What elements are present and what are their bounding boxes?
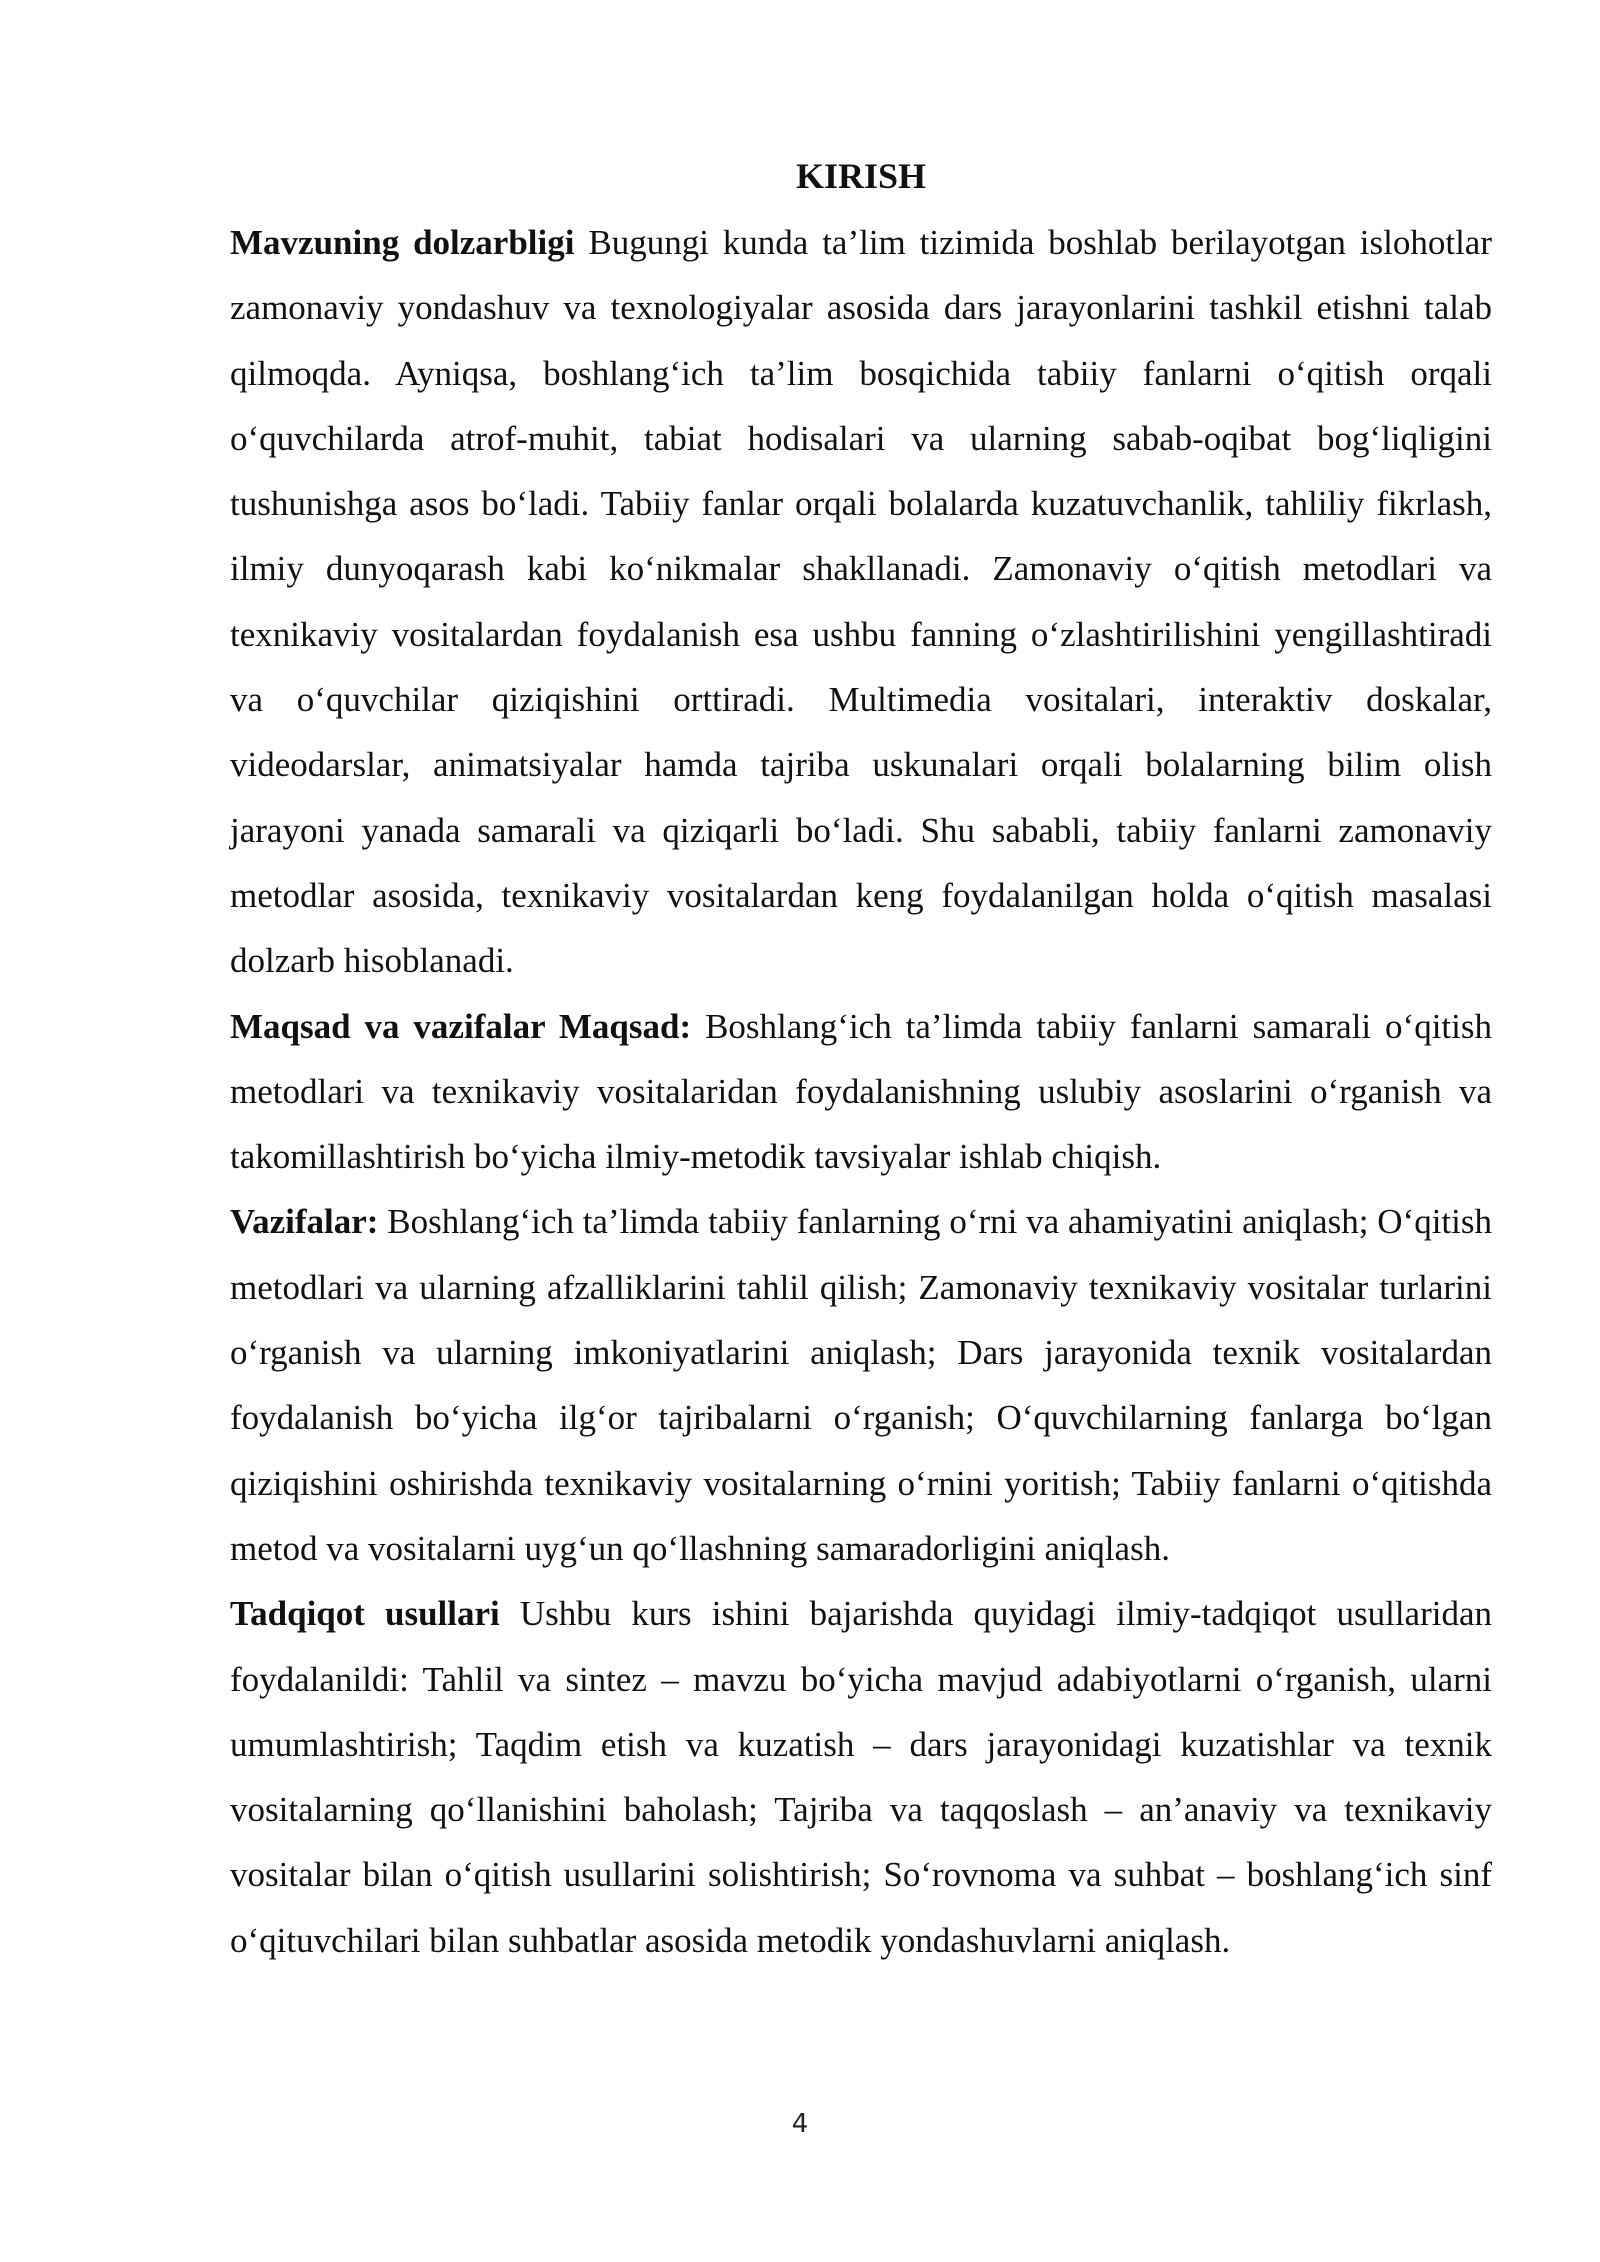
paragraph-lead: Vazifalar: [230, 1202, 379, 1242]
document-page [230, 150, 1492, 1973]
paragraph-lead: Maqsad va vazifalar Maqsad: [230, 1006, 692, 1046]
paragraph-lead: Mavzuning dolzarbligi [230, 223, 575, 262]
paragraph-text: Boshlang‘ich ta’limda tabiiy fanlarni samarali o‘qitish metodlari va texnikaviy vositalaridan foydalanishning uslubiy asoslarini o‘rganish va takomillashtirish bo‘yicha ilmiy-metodik tavsiyalar ishlab chiqish. [230, 1006, 1493, 1177]
page-number: 4 [791, 2109, 809, 2139]
paragraph-lead: Tadqiqot usullari [230, 1594, 500, 1634]
paragraph-text: Bugungi kunda ta’lim tizimida boshlab berilayotgan islohotlar zamonaviy yondashuv va texnologiyalar asosida dars jarayonlarini tashkil etishni talab qilmoqda. Ayniqsa, boshlang‘ich ta’lim bosqichida tabiiy fanlarni o‘qitish orqali o‘quvchilarda atrof-muhit, tabiat hodisalari va ularning sabab-oqibat bog‘liqligini tushunishga asos bo‘ladi. Tabiiy fanlar orqali bolalarda kuzatuvchanlik, tahliliy fikrlash, ilmiy dunyoqarash kabi ko‘nikmalar shakllanadi. Zamonaviy o‘qitish metodlari va texnikaviy vositalardan foydalanish esa ushbu fanning o‘zlashtirilishini yengillashtiradi va o‘quvchilar qiziqishini orttiradi. Multimedia vositalari, interaktiv doskalar, videodarslar, animatsiyalar hamda tajriba uskunalari orqali bolalarning bilim olish jarayoni yanada samarali va qiziqarli bo‘ladi. Shu sababli, tabiiy fanlarni zamonaviy metodlar asosida, texnikaviy vositalardan keng foydalanilgan holda o‘qitish masalasi dolzarb hisoblanadi. [230, 223, 1492, 981]
page-heading: KIRISH [795, 156, 927, 196]
paragraph-goal [230, 994, 1492, 1190]
paragraph-text: Ushbu kurs ishini bajarishda quyidagi ilmiy-tadqiqot usullaridan foydalanildi: Tahlil va sintez – mavzu bo‘yicha mavjud adabiyotlarni o‘rganish, ularni umumlashtirish; Taqdim etish va kuzatish – dars jarayonidagi kuzatishlar va texnik vositalarning qo‘llanishini baholash; Tajriba va taqqoslash – an’anaviy va texnikaviy vositalar bilan o‘qitish usullarini solishtirish; So‘rovnoma va suhbat – boshlang‘ich sinf o‘qituvchilari bilan suhbatlar asosida metodik yondashuvlarni aniqlash. [230, 1594, 1492, 1960]
paragraph-text: Boshlang‘ich ta’limda tabiiy fanlarning o‘rni va ahamiyatini aniqlash; O‘qitish metodlari va ularning afzalliklarini tahlil qilish; Zamonaviy texnikaviy vositalar turlarini o‘rganish va ularning imkoniyatlarini aniqlash; Dars jarayonida texnik vositalardan foydalanish bo‘yicha ilg‘or tajribalarni o‘rganish; O‘quvchilarning fanlarga bo‘lgan qiziqishini oshirishda texnikaviy vositalarning o‘rnini yoritish; Tabiiy fanlarni o‘qitishda metod va vositalarni uyg‘un qo‘llashning samaradorligini aniqlash. [230, 1202, 1492, 1568]
paragraph-methods [230, 1581, 1492, 1973]
paragraph-relevance [230, 210, 1492, 994]
paragraph-tasks [230, 1189, 1492, 1581]
